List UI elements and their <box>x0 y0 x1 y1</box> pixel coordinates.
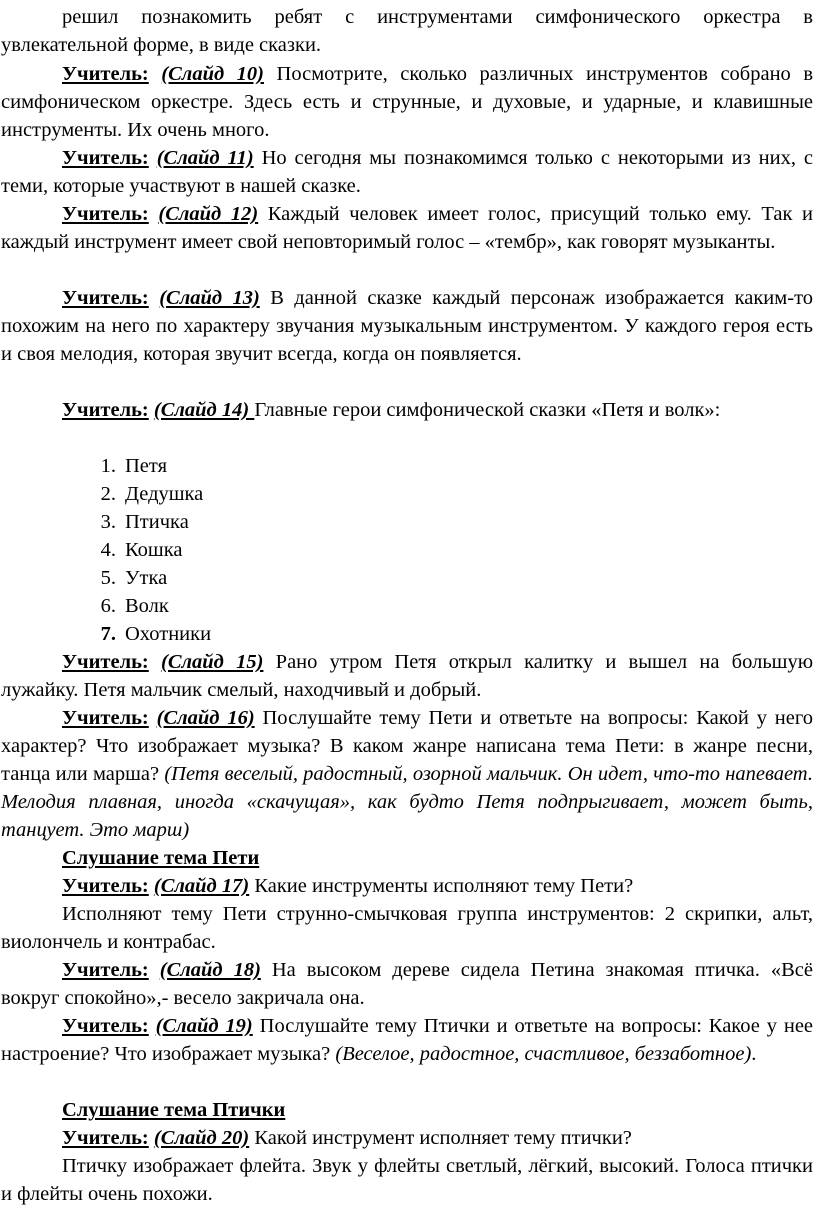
paragraph-text: Посмотрите, сколько различных инструментов собрано в симфоническом оркестре. Здесь есть и струнные, и духовые, и ударные, и клавишные инструменты. Их очень много. <box>1 63 813 141</box>
teacher-label: Учитель: <box>62 1015 149 1037</box>
paragraph-text: В данной сказке каждый персонаж изображается каким-то похожим на него по характеру звучания музыкальным инструментом. У каждого героя есть и своя мелодия, которая звучит всегда, когда он появляется. <box>1 287 814 365</box>
teacher-label: Учитель: <box>62 147 149 169</box>
teacher-label: Учитель: <box>62 287 149 309</box>
teacher-label: Учитель: <box>62 63 149 85</box>
expected-answer: (Веселое, радостное, счастливое, беззаботное) <box>335 1043 752 1065</box>
slide-ref: (Слайд 15) <box>161 651 264 673</box>
teacher-label: Учитель: <box>62 707 149 729</box>
heading-listening-petya: Слушание тема Пети <box>62 847 260 869</box>
character-name: Кошка <box>125 539 183 561</box>
paragraph-flute: Птичку изображает флейта. Звук у флейты светлый, лёгкий, высокий. Голоса птички и флейты очень похожи. <box>1 1155 813 1205</box>
character-name: Птичка <box>125 511 189 533</box>
paragraph-text: Но сегодня мы познакомимся только с некоторыми из них, с теми, которые участвуют в нашей сказке. <box>1 147 813 197</box>
paragraph-text: Рано утром Петя открыл калитку и вышел на большую лужайку. Петя мальчик смелый, находчивый и добрый. <box>1 651 814 701</box>
paragraph-text: Каждый человек имеет голос, присущий только ему. Так и каждый инструмент имеет свой неповторимый голос – «тембр», как говорят музыканты. <box>1 203 814 253</box>
paragraph-slide-12 <box>1 200 813 256</box>
paragraph-slide-17 <box>1 872 813 900</box>
paragraph-text: Какой инструмент исполняет тему птички? <box>249 1127 632 1149</box>
paragraph-text: На высоком дереве сидела Петина знакомая птичка. «Всё вокруг спокойно»,- весело закричала она. <box>1 959 813 1009</box>
character-name: Петя <box>125 455 168 477</box>
slide-ref: (Слайд 16) <box>156 707 255 729</box>
paragraph-slide-20 <box>1 1124 813 1152</box>
slide-ref: (Слайд 18) <box>159 959 261 981</box>
paragraph-slide-16 <box>1 704 813 844</box>
paragraph-slide-10 <box>1 60 813 144</box>
slide-ref: (Слайд 11) <box>156 147 254 169</box>
expected-answer: (Петя веселый, радостный, озорной мальчик. Он идет, что-то напевает. Мелодия плавная, иногда «скачущая», как будто Петя подпрыгивает, может быть, танцует. Это марш) <box>1 763 813 841</box>
slide-ref: (Слайд 19) <box>155 1015 253 1037</box>
character-name: Дедушка <box>125 483 204 505</box>
slide-ref: (Слайд 17) <box>153 875 250 897</box>
teacher-label: Учитель: <box>62 651 149 673</box>
teacher-label: Учитель: <box>62 959 149 981</box>
paragraph-slide-14 <box>1 396 813 424</box>
slide-ref: (Слайд 14) <box>153 399 255 421</box>
slide-ref: (Слайд 20) <box>153 1127 250 1149</box>
character-name: Охотники <box>125 623 212 645</box>
paragraph-slide-11 <box>1 144 813 200</box>
intro-paragraph: решил познакомить ребят с инструментами симфонического оркестра в увлекательной форме, в виде сказки. <box>1 6 813 56</box>
paragraph-petya-instruments: Исполняют тему Пети струнно-смычковая группа инструментов: 2 скрипки, альт, виолончель и контрабас. <box>1 903 813 953</box>
teacher-label: Учитель: <box>62 203 149 225</box>
teacher-label: Учитель: <box>62 875 149 897</box>
character-name: Утка <box>125 567 168 589</box>
slide-ref: (Слайд 13) <box>159 287 260 309</box>
document-page: решил познакомить ребят с инструментами симфонического оркестра в увлекательной форме, в виде сказки. Учитель: (Слайд 10) Посмотрите, сколько различных инструментов собрано в симфоническом оркестре. Здесь есть и струнные, и духовые, и ударные, и клавишные инструменты. Их очень много. Учитель: (Слайд 11) Но сегодня мы познакомимся только с некоторыми из них, с теми, которые участвуют в нашей сказке. Учитель: (Слайд 12) Каждый человек имеет голос, присущий только ему. Так и каждый инструмент имеет свой неповторимый голос – «тембр», как говорят музыканты. Учитель: (Слайд 13) В данной сказке каждый персонаж изображается каким-то похожим на него по характеру звучания музыкальным инструментом. У каждого героя есть и своя мелодия, которая звучит всегда, когда он появляется. Учитель: (Слайд 14) Главные герои симфонической сказки «Петя и волк»: 1. Петя 2. Дедушка 3. Птичка 4. Кошка 5. Утка 6. Волк 7. Охотники Учитель: (Слайд 15) Рано утром Петя открыл калитку и вышел на большую лужайку. Петя мальчик смелый, находчивый и добрый. Учитель: (Слайд 16) Послушайте тему Пети и ответьте на вопросы: Какой у него характер? Что изображает музыка? В каком жанре написана тема Пети: в жанре песни, танца или марша? (Петя веселый, радостный, озорной мальчик. Он идет, что-то напевает. Мелодия плавная, иногда «скачущая», как будто Петя подпрыгивает, может быть, танцует. Это марш) Слушание тема Пети Учитель: (Слайд 17) Какие инструменты исполняют тему Пети? Исполняют тему Пети струнно-смычковая группа инструментов: 2 скрипки, альт, виолончель и контрабас. Учитель: (Слайд 18) На высоком дереве сидела Петина знакомая птичка. «Всё вокруг спокойно»,- весело закричала она. Учитель: (Слайд 19) Послушайте тему Птички и ответьте на вопросы: Какое у нее настроение? Что изображает музыка? (Веселое, радостное, счастливое, беззаботное). Слушание тема Птички Учитель: (Слайд 20) Какой инструмент исполняет тему птички? Птичку изображает флейта. Звук у флейты светлый, лёгкий, высокий. Голоса птички и флейты очень похожи. <box>0 0 816 1210</box>
paragraph-slide-19: Учитель: (Слайд 19) Послушайте тему Птички и ответьте на вопросы: Какое у нее настроение? Что изображает музыка? (Веселое, радостное, счастливое, беззаботное). <box>1 1015 814 1065</box>
slide-ref: (Слайд 12) <box>158 203 259 225</box>
teacher-label: Учитель: <box>62 1127 149 1149</box>
heading-listening-bird: Слушание тема Птички <box>62 1099 286 1121</box>
paragraph-text: Главные герои симфонической сказки «Петя и волк»: <box>254 399 721 421</box>
paragraph-text: Послушайте тему Птички и ответьте на вопросы: Какое у нее настроение? Что изображает музыка? <box>1 1015 814 1065</box>
paragraph-text: Послушайте тему Пети и ответьте на вопросы: Какой у него характер? Что изображает музыка? В каком жанре написана тема Пети: в жанре песни, танца или марша? <box>1 707 814 785</box>
paragraph-slide-18 <box>1 956 813 1012</box>
character-name: Волк <box>125 595 169 617</box>
paragraph-text: Какие инструменты исполняют тему Пети? <box>249 875 634 897</box>
slide-ref: (Слайд 10) <box>161 63 264 85</box>
paragraph-slide-13 <box>1 284 813 368</box>
teacher-label: Учитель: <box>62 399 149 421</box>
paragraph-slide-15 <box>1 648 813 704</box>
